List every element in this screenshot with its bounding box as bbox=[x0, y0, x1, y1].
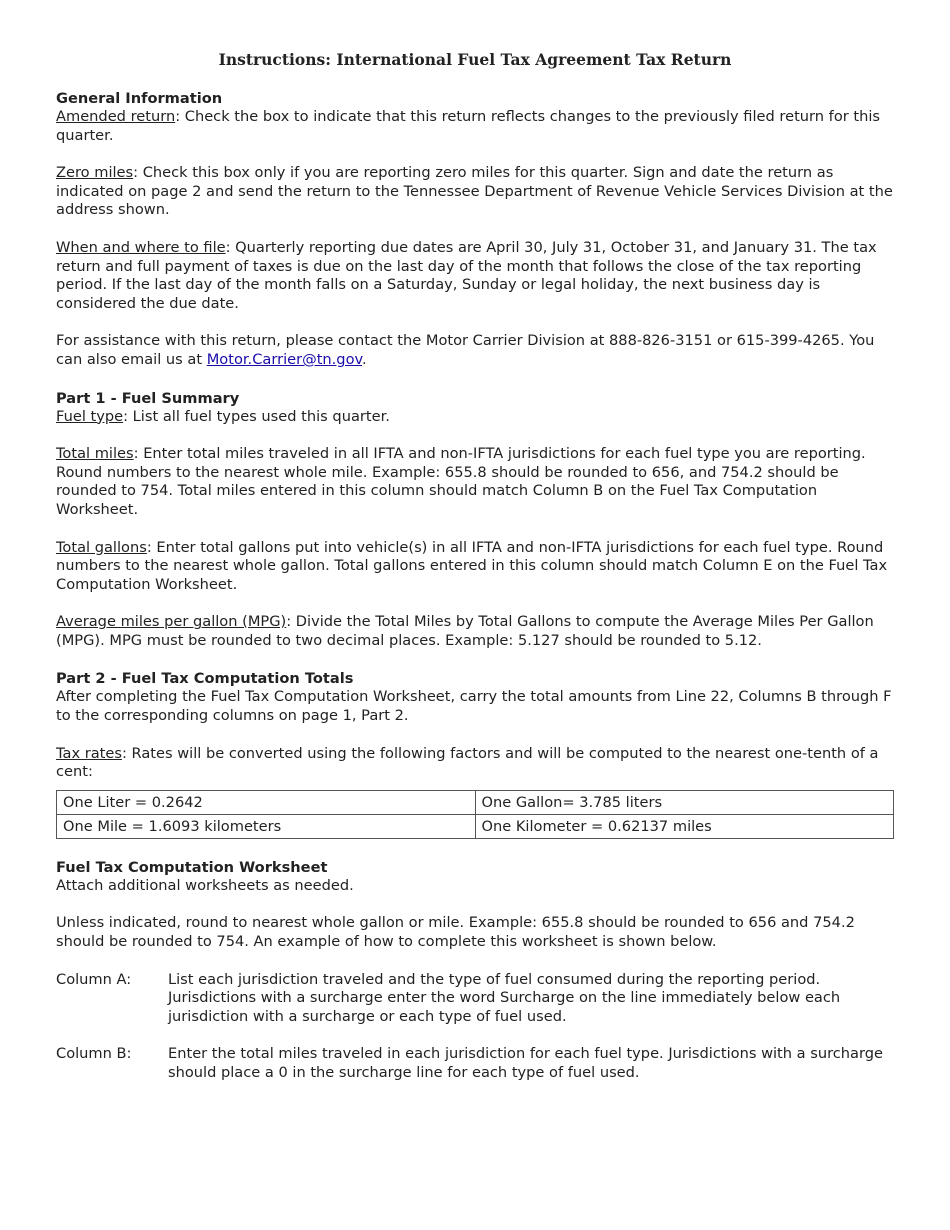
zero-miles-text: : Check this box only if you are reporting zero miles for this quarter. Sign and date the return as indicated on page 2 and send the return to the Tennessee Department of Revenue Vehicle Services Division at the address shown. bbox=[56, 164, 893, 219]
total-miles-paragraph bbox=[56, 445, 894, 519]
table-cell: One Gallon= 3.785 liters bbox=[475, 790, 894, 814]
table-row bbox=[57, 814, 894, 838]
worksheet-round-paragraph: Unless indicated, round to nearest whole gallon or mile. Example: 655.8 should be rounded to 656 and 754.2 should be rounded to 754. An example of how to complete this worksheet is shown below. bbox=[56, 914, 855, 951]
column-b-instruction bbox=[56, 1045, 894, 1082]
page-title: Instructions: International Fuel Tax Agreement Tax Return bbox=[218, 50, 732, 69]
when-where-file-text: : Quarterly reporting due dates are April 30, July 31, October 31, and January 31. The tax return and full payment of taxes is due on the last day of the month that follows the close of the tax reporting period. If the last day of the month falls on a Saturday, Sunday or legal holiday, the next business day is considered the due date. bbox=[56, 238, 877, 312]
fuel-type-term: Fuel type bbox=[56, 407, 124, 425]
general-information-heading: General Information bbox=[56, 90, 223, 107]
total-gallons-text: : Enter total gallons put into vehicle(s) in all IFTA and non-IFTA jurisdictions for each fuel type. Round numbers to the nearest whole gallon. Total gallons entered in this column should match Column E on the Fuel Tax Computation Worksheet. bbox=[56, 538, 888, 593]
total-miles-term: Total miles bbox=[56, 445, 134, 463]
tax-rates-text: : Rates will be converted using the following factors and will be computed to the nearest one-tenth of a cent: bbox=[56, 744, 879, 781]
fuel-type-text: : List all fuel types used this quarter. bbox=[123, 407, 390, 425]
total-miles-text: : Enter total miles traveled in all IFTA and non-IFTA jurisdictions for each fuel type you are reporting. Round numbers to the nearest whole mile. Example: 655.8 should be rounded to 656, and 754.2 should be rounded to 754. Total miles entered in this column should match Column B on the Fuel Tax Computation Worksheet. bbox=[56, 445, 866, 518]
worksheet-heading: Fuel Tax Computation Worksheet bbox=[56, 858, 328, 876]
tax-rates-term: Tax rates bbox=[56, 744, 122, 762]
column-a-text: List each jurisdiction traveled and the type of fuel consumed during the reporting period. Jurisdictions with a surcharge enter the word Surcharge on the line immediately below each jurisdiction with a surcharge or each type of fuel used. bbox=[168, 970, 841, 1025]
part1-heading: Part 1 - Fuel Summary bbox=[56, 389, 240, 407]
column-a-instruction bbox=[56, 971, 894, 1027]
conversion-factors-table bbox=[56, 790, 894, 839]
table-cell: One Liter = 0.2642 bbox=[57, 790, 476, 814]
when-where-file-paragraph bbox=[56, 239, 894, 313]
motor-carrier-email-link[interactable]: Motor.Carrier@tn.gov bbox=[206, 350, 362, 368]
mpg-text: : Divide the Total Miles by Total Gallons to compute the Average Miles Per Gallon (MPG). MPG must be rounded to two decimal places. Example: 5.127 should be rounded to 5.12. bbox=[56, 613, 874, 649]
table-cell: One Kilometer = 0.62137 miles bbox=[475, 814, 894, 838]
mpg-paragraph bbox=[56, 613, 894, 650]
table-cell: One Mile = 1.6093 kilometers bbox=[57, 814, 476, 838]
part2-intro-paragraph: After completing the Fuel Tax Computation Worksheet, carry the total amounts from Line 22, Columns B through F to the corresponding columns on page 1, Part 2. bbox=[56, 688, 892, 725]
column-b-label: Column B: bbox=[56, 1045, 132, 1063]
amended-return-text: : Check the box to indicate that this return reflects changes to the previously filed return for this quarter. bbox=[56, 108, 881, 144]
assistance-paragraph bbox=[56, 332, 894, 369]
worksheet-attach-paragraph: Attach additional worksheets as needed. bbox=[56, 876, 354, 894]
mpg-term: Average miles per gallon (MPG) bbox=[56, 613, 287, 631]
instructions-page bbox=[56, 50, 894, 1102]
zero-miles-paragraph bbox=[56, 164, 894, 220]
assistance-text: For assistance with this return, please contact the Motor Carrier Division at 888-826-3151 or 615-399-4265. You can also email us at bbox=[56, 332, 875, 368]
amended-return-term: Amended return bbox=[56, 108, 176, 125]
tax-rates-paragraph bbox=[56, 745, 894, 782]
column-a-label: Column A: bbox=[56, 970, 132, 988]
when-where-file-term: When and where to file bbox=[56, 238, 226, 256]
column-b-text: Enter the total miles traveled in each jurisdiction for each fuel type. Jurisdictions with a surcharge should place a 0 in the surcharge line for each type of fuel used. bbox=[168, 1045, 883, 1081]
part2-heading: Part 2 - Fuel Tax Computation Totals bbox=[56, 670, 354, 688]
amended-return-paragraph bbox=[56, 108, 894, 145]
table-row bbox=[57, 790, 894, 814]
zero-miles-term: Zero miles bbox=[56, 164, 134, 182]
total-gallons-paragraph bbox=[56, 539, 894, 595]
fuel-type-paragraph bbox=[56, 408, 894, 427]
total-gallons-term: Total gallons bbox=[56, 538, 147, 556]
assistance-end: . bbox=[362, 350, 367, 368]
